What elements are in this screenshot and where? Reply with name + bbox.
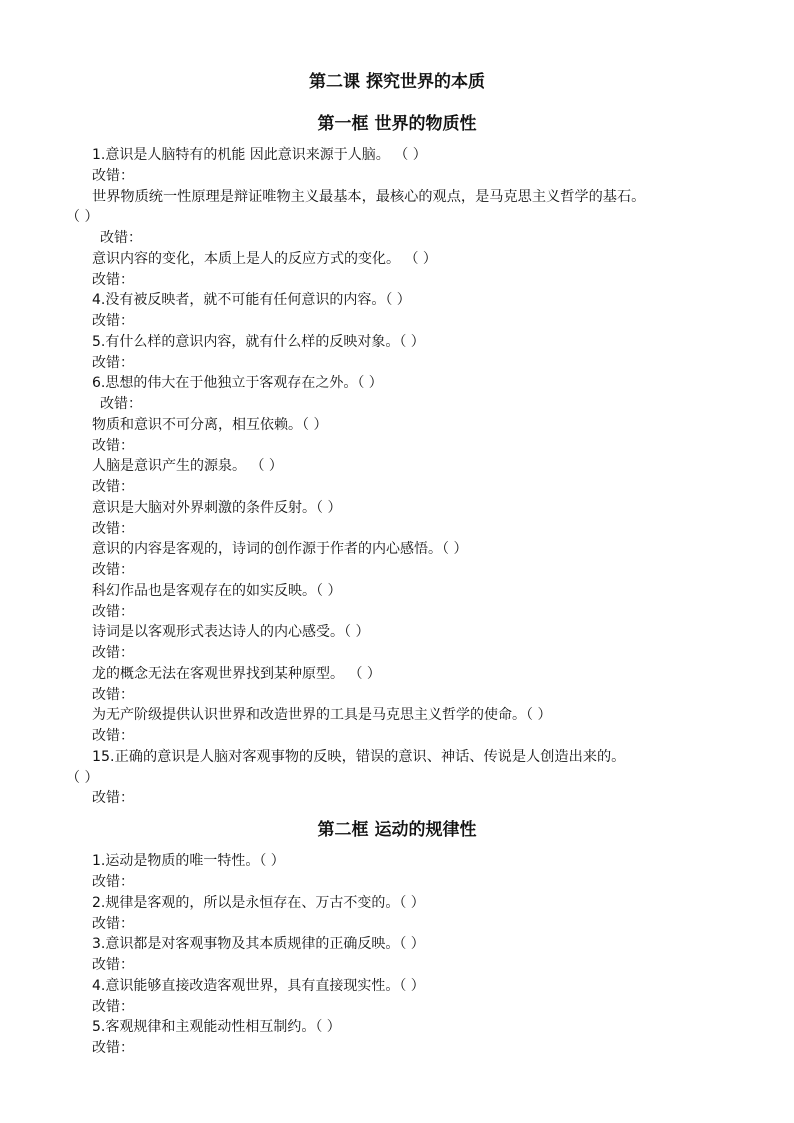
question-line: 15.正确的意识是人脑对客观事物的反映，错误的意识、神话、传说是人创造出来的。 [92,749,626,765]
question-line: 1.意识是人脑特有的机能 因此意识来源于人脑。 （ ） [92,147,427,163]
section-2-title: 第二框 运动的规律性 [317,820,477,840]
question-line: 世界物质统一性原理是辩证唯物主义最基本，最核心的观点，是马克思主义哲学的基石。 [92,189,646,205]
correction-label: 改错： [92,790,134,806]
section-1-title: 第一框 世界的物质性 [317,114,477,134]
question-line: 科幻作品也是客观存在的如实反映。（ ） [92,583,342,599]
question-line: 4.没有被反映者，就不可能有任何意识的内容。（ ） [92,292,411,308]
question-line: 龙的概念无法在客观世界找到某种原型。 （ ） [92,666,381,682]
correction-label: 改错： [92,728,134,744]
question-line: 物质和意识不可分离，相互依赖。（ ） [92,417,328,433]
correction-label: 改错： [92,562,134,578]
question-line: 5.有什么样的意识内容，就有什么样的反映对象。（ ） [92,334,425,350]
correction-label: 改错： [92,874,134,890]
answer-bracket: （ ） [66,209,99,225]
correction-label: 改错： [92,604,134,620]
correction-label: 改错： [92,999,134,1015]
correction-label: 改错： [92,168,134,184]
correction-label: 改错： [92,355,134,371]
correction-label: 改错： [92,957,134,973]
question-line: 人脑是意识产生的源泉。 （ ） [92,458,283,474]
correction-label: 改错： [92,438,134,454]
answer-bracket: （ ） [66,770,99,786]
correction-label: 改错： [92,521,134,537]
question-line: 诗词是以客观形式表达诗人的内心感受。（ ） [92,624,370,640]
lesson-title: 第二课 探究世界的本质 [309,72,485,92]
correction-label: 改错： [92,645,134,661]
question-line: 意识是大脑对外界刺激的条件反射。（ ） [92,500,342,516]
correction-label: 改错： [92,1040,134,1056]
correction-label: 改错： [92,313,134,329]
question-line: 4.意识能够直接改造客观世界，具有直接现实性。（ ） [92,978,425,994]
question-line: 3.意识都是对客观事物及其本质规律的正确反映。（ ） [92,936,425,952]
question-line: 2.规律是客观的，所以是永恒存在、万古不变的。（ ） [92,895,425,911]
question-line: 5.客观规律和主观能动性相互制约。（ ） [92,1019,341,1035]
question-line: 意识内容的变化，本质上是人的反应方式的变化。 （ ） [92,251,437,267]
correction-label: 改错： [92,479,134,495]
correction-label: 改错： [92,916,134,932]
question-line: 6.思想的伟大在于他独立于客观存在之外。（ ） [92,375,383,391]
correction-label: 改错： [100,396,142,412]
question-line: 为无产阶级提供认识世界和改造世界的工具是马克思主义哲学的使命。（ ） [92,707,552,723]
question-line: 意识的内容是客观的，诗词的创作源于作者的内心感悟。（ ） [92,541,468,557]
correction-label: 改错： [92,272,134,288]
correction-label: 改错： [92,687,134,703]
correction-label: 改错： [100,230,142,246]
question-line: 1.运动是物质的唯一特性。（ ） [92,853,285,869]
